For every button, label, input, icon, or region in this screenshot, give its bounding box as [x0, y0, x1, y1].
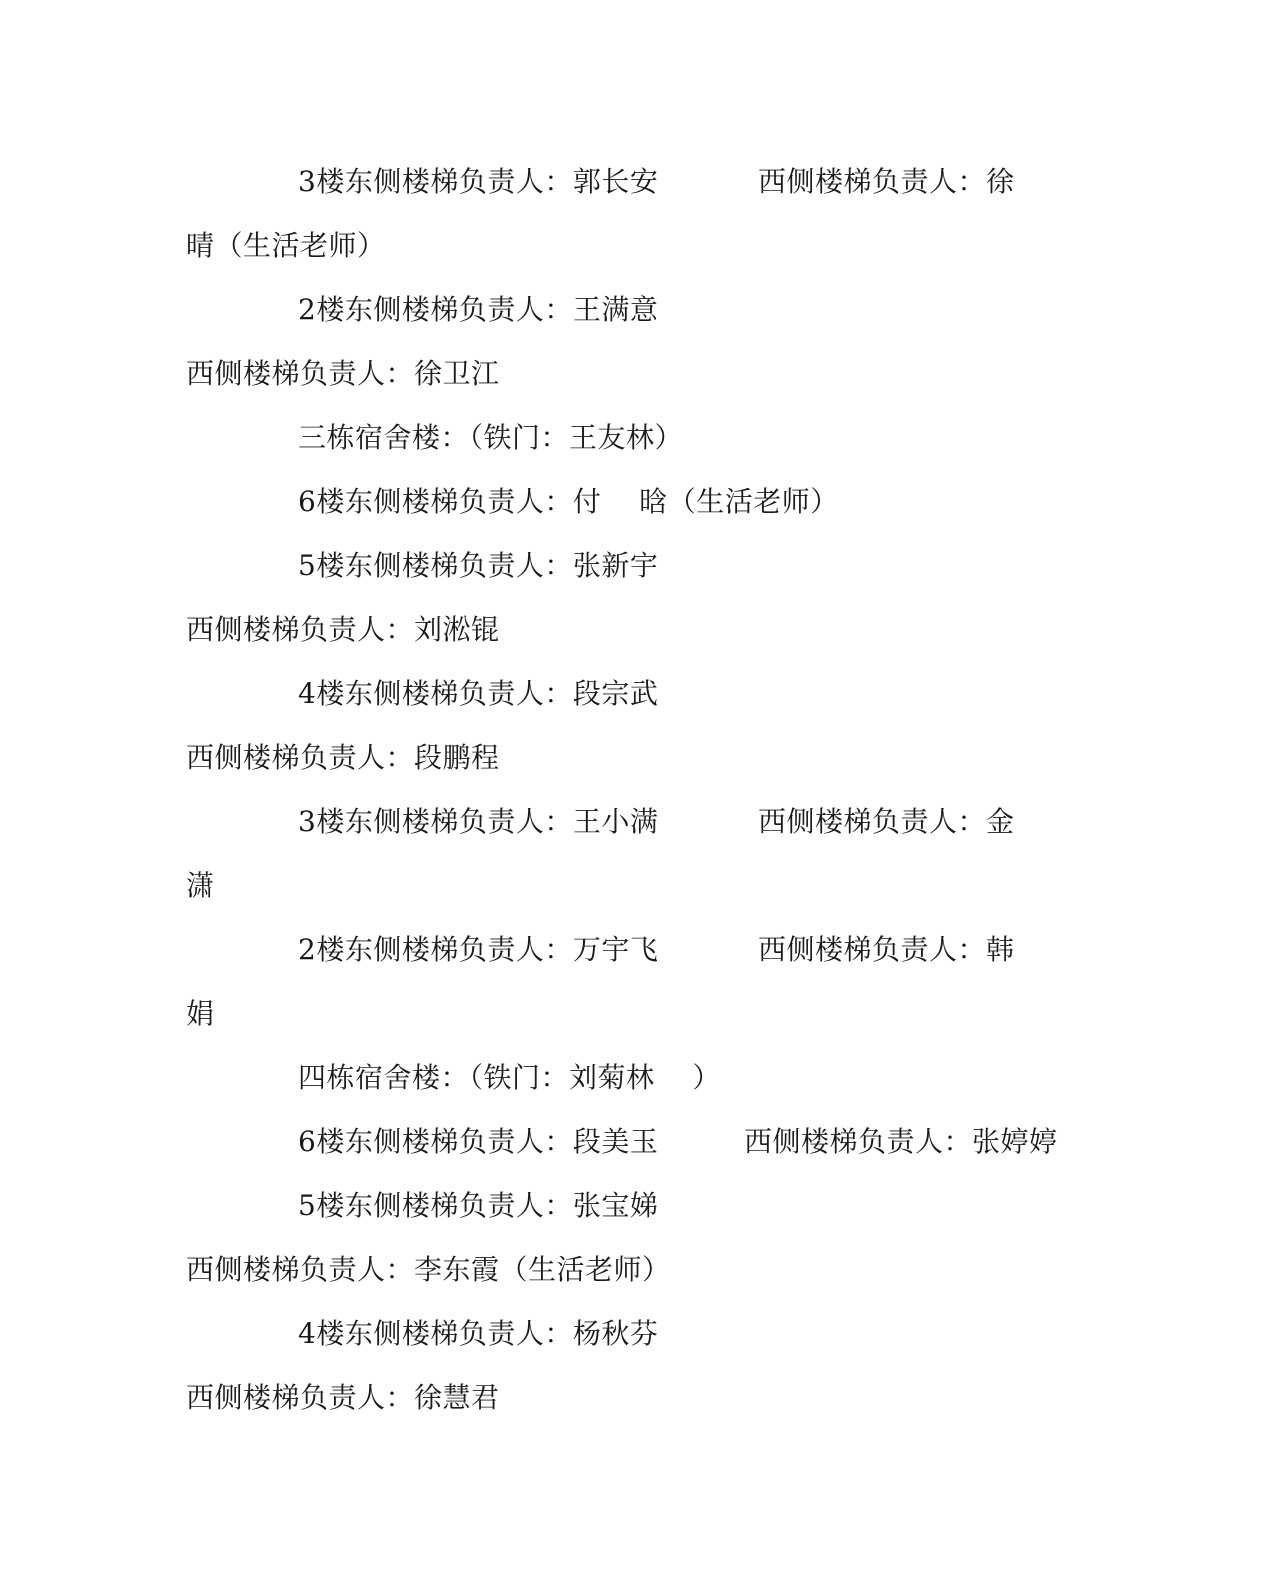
floor3-west-stair-line-b: 西侧楼梯负责人：金 [758, 805, 1015, 838]
floor2-west-stair-line-a: 西侧楼梯负责人：徐卫江 [186, 357, 500, 390]
floor5-west-stair-line-b: 西侧楼梯负责人：刘淞锟 [186, 613, 500, 646]
floor5-east-stair-line-b: 5楼东侧楼梯负责人：张新宇 [298, 549, 659, 582]
building3-heading: 三栋宿舍楼：（铁门：王友林） [298, 421, 684, 454]
continuation-line: 晴（生活老师） [186, 229, 386, 262]
floor5-west-stair-line-c: 西侧楼梯负责人：李东霞（生活老师） [186, 1253, 671, 1286]
floor5-east-stair-line-c: 5楼东侧楼梯负责人：张宝娣 [298, 1189, 659, 1222]
continuation-line: 潇 [186, 869, 215, 902]
floor4-west-stair-line-c: 西侧楼梯负责人：徐慧君 [186, 1381, 500, 1414]
floor4-east-stair-line-b: 4楼东侧楼梯负责人：段宗武 [298, 677, 659, 710]
floor4-west-stair-line-b: 西侧楼梯负责人：段鹏程 [186, 741, 500, 774]
floor6-east-stair-line-c: 6楼东侧楼梯负责人：段美玉 [298, 1125, 659, 1158]
floor3-east-stair-line-b: 3楼东侧楼梯负责人：王小满 [298, 805, 659, 838]
floor3-west-stair-line-a: 西侧楼梯负责人：徐 [758, 165, 1015, 198]
floor4-east-stair-line-c: 4楼东侧楼梯负责人：杨秋芬 [298, 1317, 659, 1350]
floor2-east-stair-line-b: 2楼东侧楼梯负责人：万宇飞 [298, 933, 659, 966]
floor2-east-stair-line-a: 2楼东侧楼梯负责人：王满意 [298, 293, 659, 326]
floor6-west-stair-line-c: 西侧楼梯负责人：张婷婷 [744, 1125, 1058, 1158]
floor3-east-stair-line-a: 3楼东侧楼梯负责人：郭长安 [298, 165, 659, 198]
floor6-east-stair-line-b: 6楼东侧楼梯负责人：付 晗（生活老师） [298, 485, 839, 518]
building4-heading: 四栋宿舍楼：（铁门：刘菊林 ） [298, 1061, 721, 1094]
floor2-west-stair-line-b: 西侧楼梯负责人：韩 [758, 933, 1015, 966]
continuation-line: 娟 [186, 997, 215, 1030]
